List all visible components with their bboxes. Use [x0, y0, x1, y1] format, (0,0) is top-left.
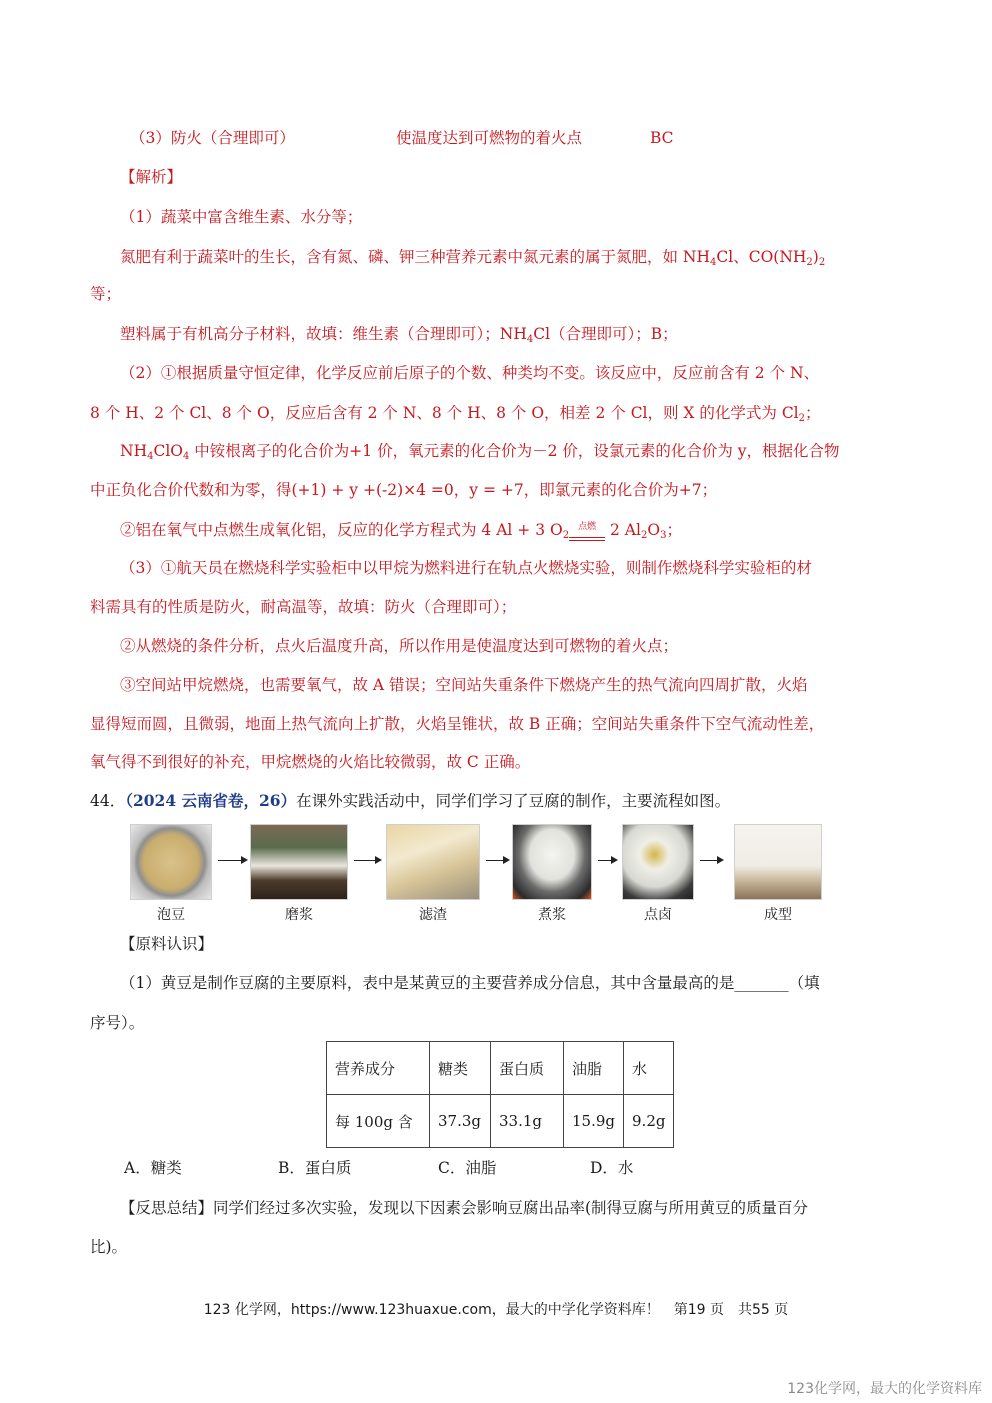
flow-arrow-4: [598, 860, 616, 861]
analysis-line-10: （3）①航天员在燃烧科学实验柜中以甲烷为燃料进行在轨点火燃烧实验，则制作燃烧科学实验柜的材: [120, 559, 812, 577]
process-flow: [130, 824, 830, 924]
flow-arrow-1: [218, 860, 246, 861]
option-c: C．油脂: [438, 1159, 497, 1177]
flow-step-coagulate: 点卤: [622, 824, 694, 900]
table-row: 每 100g 含 37.3g 33.1g 15.9g 9.2g: [327, 1095, 674, 1148]
reflection-line-1: 【反思总结】同学们经过多次实验，发现以下因素会影响豆腐出品率(制得豆腐与所用黄豆的质量百分: [120, 1199, 809, 1217]
flow-arrow-2: [354, 860, 380, 861]
table-row: 营养成分 糖类 蛋白质 油脂 水: [327, 1042, 674, 1095]
flow-step-grind: 磨浆: [250, 824, 348, 900]
analysis-heading: 【解析】: [120, 168, 183, 186]
flow-step-boil: 煮浆: [512, 824, 592, 900]
filter-cloth-photo: [386, 824, 480, 900]
analysis-line-7: $NH_4ClO_4$ 中铵根离子的化合价为+1 价，氧元素的化合价为－2 价，设氯元素的化合价为 y，根据化合物: [120, 442, 840, 462]
question-1-line-2: 序号）。: [90, 1014, 145, 1032]
analysis-line-8: 中正负化合价代数和为零，得(+1) + y +(-2)×4 =0，y = +7，即氯元素的化合价为+7；: [90, 481, 718, 499]
flow-step-filter: 滤渣: [386, 824, 480, 900]
analysis-line-13: ③空间站甲烷燃烧，也需要氧气，故 A 错误；空间站失重条件下燃烧产生的热气流向四周扩散，火焰: [120, 676, 808, 694]
analysis-line-12: ②从燃烧的条件分析，点火后温度升高，所以作用是使温度达到可燃物的着火点；: [120, 637, 679, 655]
nutrition-table: [326, 1041, 674, 1148]
boiling-pot-photo: [512, 824, 592, 900]
reflection-line-2: 比)。: [90, 1238, 128, 1256]
flow-arrow-3: [486, 860, 508, 861]
analysis-line-14: 显得短而圆，且微弱，地面上热气流向上扩散，火焰呈锥状，故 B 正确；空间站失重条件下空气流动性差，: [90, 715, 825, 733]
raw-material-heading: 【原料认识】: [120, 935, 214, 953]
stone-mill-photo: [250, 824, 348, 900]
analysis-line-11: 料需具有的性质是防火，耐高温等，故填：防火（合理即可）；: [90, 598, 517, 616]
option-a: A．糖类: [124, 1159, 182, 1177]
adding-brine-photo: [622, 824, 694, 900]
page-footer: 123 化学网，https://www.123huaxue.com，最大的中学化学资料库！ 第19 页 共55 页: [203, 1302, 789, 1318]
flow-step-shape: 成型: [734, 824, 822, 900]
tofu-block-photo: [734, 824, 822, 900]
analysis-line-5: （2）①根据质量守恒定律，化学反应前后原子的个数、种类均不变。该反应中，反应前含有 2 个 N、: [120, 364, 820, 382]
flow-step-soak: 泡豆: [130, 824, 212, 900]
option-d: D．水: [590, 1159, 634, 1177]
analysis-line-15: 氧气得不到很好的补充，甲烷燃烧的火焰比较微弱，故 C 正确。: [90, 753, 531, 771]
watermark: 123化学网，最大的化学资料库: [787, 1381, 982, 1397]
flow-arrow-5: [700, 860, 722, 861]
analysis-line-6: 8 个 H、2 个 Cl、8 个 O，反应后含有 2 个 N、8 个 H、8 个 O，相差 2 个 Cl，则 X 的化学式为 $Cl_2$；: [90, 404, 821, 424]
option-b: B．蛋白质: [278, 1159, 352, 1177]
reaction-condition: 点燃: [569, 514, 605, 541]
analysis-line-4: 塑料属于有机高分子材料，故填：维生素（合理即可）；$NH_4Cl$（合理即可）；B；: [120, 325, 678, 345]
question-44: 44．（2024 云南省卷，26）在课外实践活动中，同学们学习了豆腐的制作，主要流程如图。: [90, 791, 731, 810]
analysis-line-9: ②铝在氧气中点燃生成氧化铝，反应的化学方程式为 4 Al + 3 $O_2$点燃 2 $Al_2O_3$；: [120, 520, 940, 547]
question-1-line-1: （1）黄豆是制作豆腐的主要原料，表中是某黄豆的主要营养成分信息，其中含量最高的是_______（填: [120, 974, 820, 992]
analysis-line-3: 等；: [90, 285, 122, 303]
analysis-line-1: （1）蔬菜中富含维生素、水分等；: [120, 208, 363, 226]
soybeans-photo: [130, 824, 212, 900]
analysis-line-2: 氮肥有利于蔬菜叶的生长，含有氮、磷、钾三种营养元素中氮元素的属于氮肥，如 $NH_4Cl$、$CO(NH_2)_2$: [120, 248, 826, 268]
